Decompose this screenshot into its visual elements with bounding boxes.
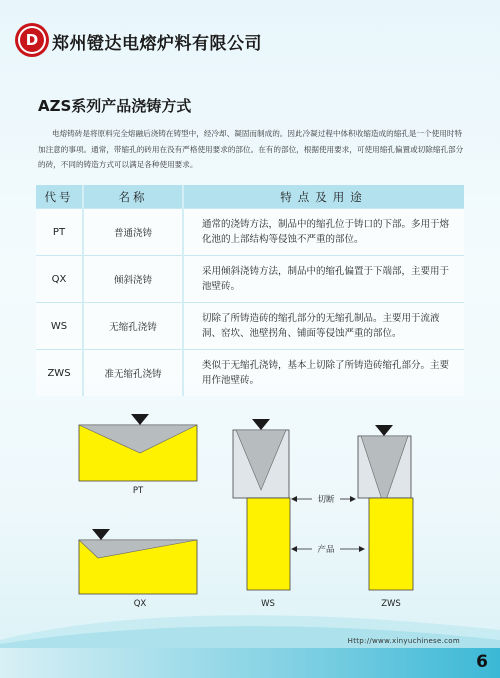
company-logo — [18, 26, 46, 54]
casting-diagrams — [0, 410, 500, 620]
table-row — [36, 350, 464, 397]
cut-label: 切断 — [317, 495, 335, 505]
zws-label: ZWS — [381, 599, 401, 609]
row-desc: 类似于无缩孔浇铸，基本上切除了所铸造砖缩孔部分。主要用作池壁砖。 — [183, 350, 464, 397]
zws-pour-pointer-icon — [375, 425, 393, 436]
row-name: 无缩孔浇铸 — [83, 303, 183, 350]
table-row — [36, 209, 464, 256]
row-code: QX — [36, 256, 83, 303]
row-code: WS — [36, 303, 83, 350]
row-name: 准无缩孔浇铸 — [83, 350, 183, 397]
product-annotation — [291, 544, 365, 555]
page-number: 6 — [476, 652, 488, 672]
ws-pour-pointer-icon — [252, 419, 270, 430]
pt-label: PT — [132, 486, 144, 496]
table-row — [36, 303, 464, 350]
pt-diagram — [79, 414, 197, 496]
qx-label: QX — [133, 599, 147, 609]
row-code: PT — [36, 209, 83, 256]
pt-pour-pointer-icon — [131, 414, 149, 425]
row-desc: 通常的浇铸方法，制品中的缩孔位于铸口的下部。多用于熔化池的上部结构等侵蚀不严重的部位。 — [183, 209, 464, 256]
header-features: 特点及用途 — [183, 185, 464, 209]
product-arrow-right-icon — [359, 546, 365, 552]
row-code: ZWS — [36, 350, 83, 397]
table-row — [36, 256, 464, 303]
ws-label: WS — [261, 599, 275, 609]
table-header-row — [36, 185, 464, 209]
footer-bar — [0, 648, 500, 678]
section-title: AZS系列产品浇铸方式 — [38, 97, 192, 115]
company-name: 郑州镫达电熔炉料有限公司 — [52, 34, 262, 54]
row-desc: 采用倾斜浇铸方法，制品中的缩孔偏置于下端部，主要用于池壁砖。 — [183, 256, 464, 303]
casting-methods-table — [36, 185, 464, 396]
row-name: 倾斜浇铸 — [83, 256, 183, 303]
product-label: 产品 — [317, 545, 335, 555]
cut-arrow-left-icon — [291, 496, 297, 502]
header-code: 代号 — [36, 185, 83, 209]
ws-diagram — [233, 419, 290, 609]
logo-letter: D — [25, 31, 39, 49]
product-arrow-left-icon — [291, 546, 297, 552]
zws-product-block — [369, 498, 413, 590]
row-desc: 切除了所铸造砖的缩孔部分的无缩孔制品。主要用于流液洞、窑坎、池壁拐角、铺面等侵蚀严重的部位。 — [183, 303, 464, 350]
qx-pour-pointer-icon — [92, 529, 110, 540]
qx-diagram — [79, 529, 197, 609]
ws-product-block — [247, 498, 290, 590]
cut-annotation — [291, 494, 356, 505]
cut-arrow-right-icon — [350, 496, 356, 502]
zws-diagram — [358, 425, 413, 609]
intro-paragraph: 电熔铸砖是将原料完全熔融后浇铸在铸型中，经冷却、凝固而制成的。因此冷凝过程中体积收缩造成的缩孔是一个使用时特加注意的事项。通常，带缩孔的砖用在没有严格使用要求的部位。在有的部位，根据使用要求，可使用缩孔偏置或切除缩孔部分的砖，不同的铸造方式可以满足各种使用要求。 — [38, 129, 464, 169]
header-name: 名称 — [83, 185, 183, 209]
website-url: Http://www.xinyuchinese.com — [347, 637, 460, 645]
row-name: 普通浇铸 — [83, 209, 183, 256]
